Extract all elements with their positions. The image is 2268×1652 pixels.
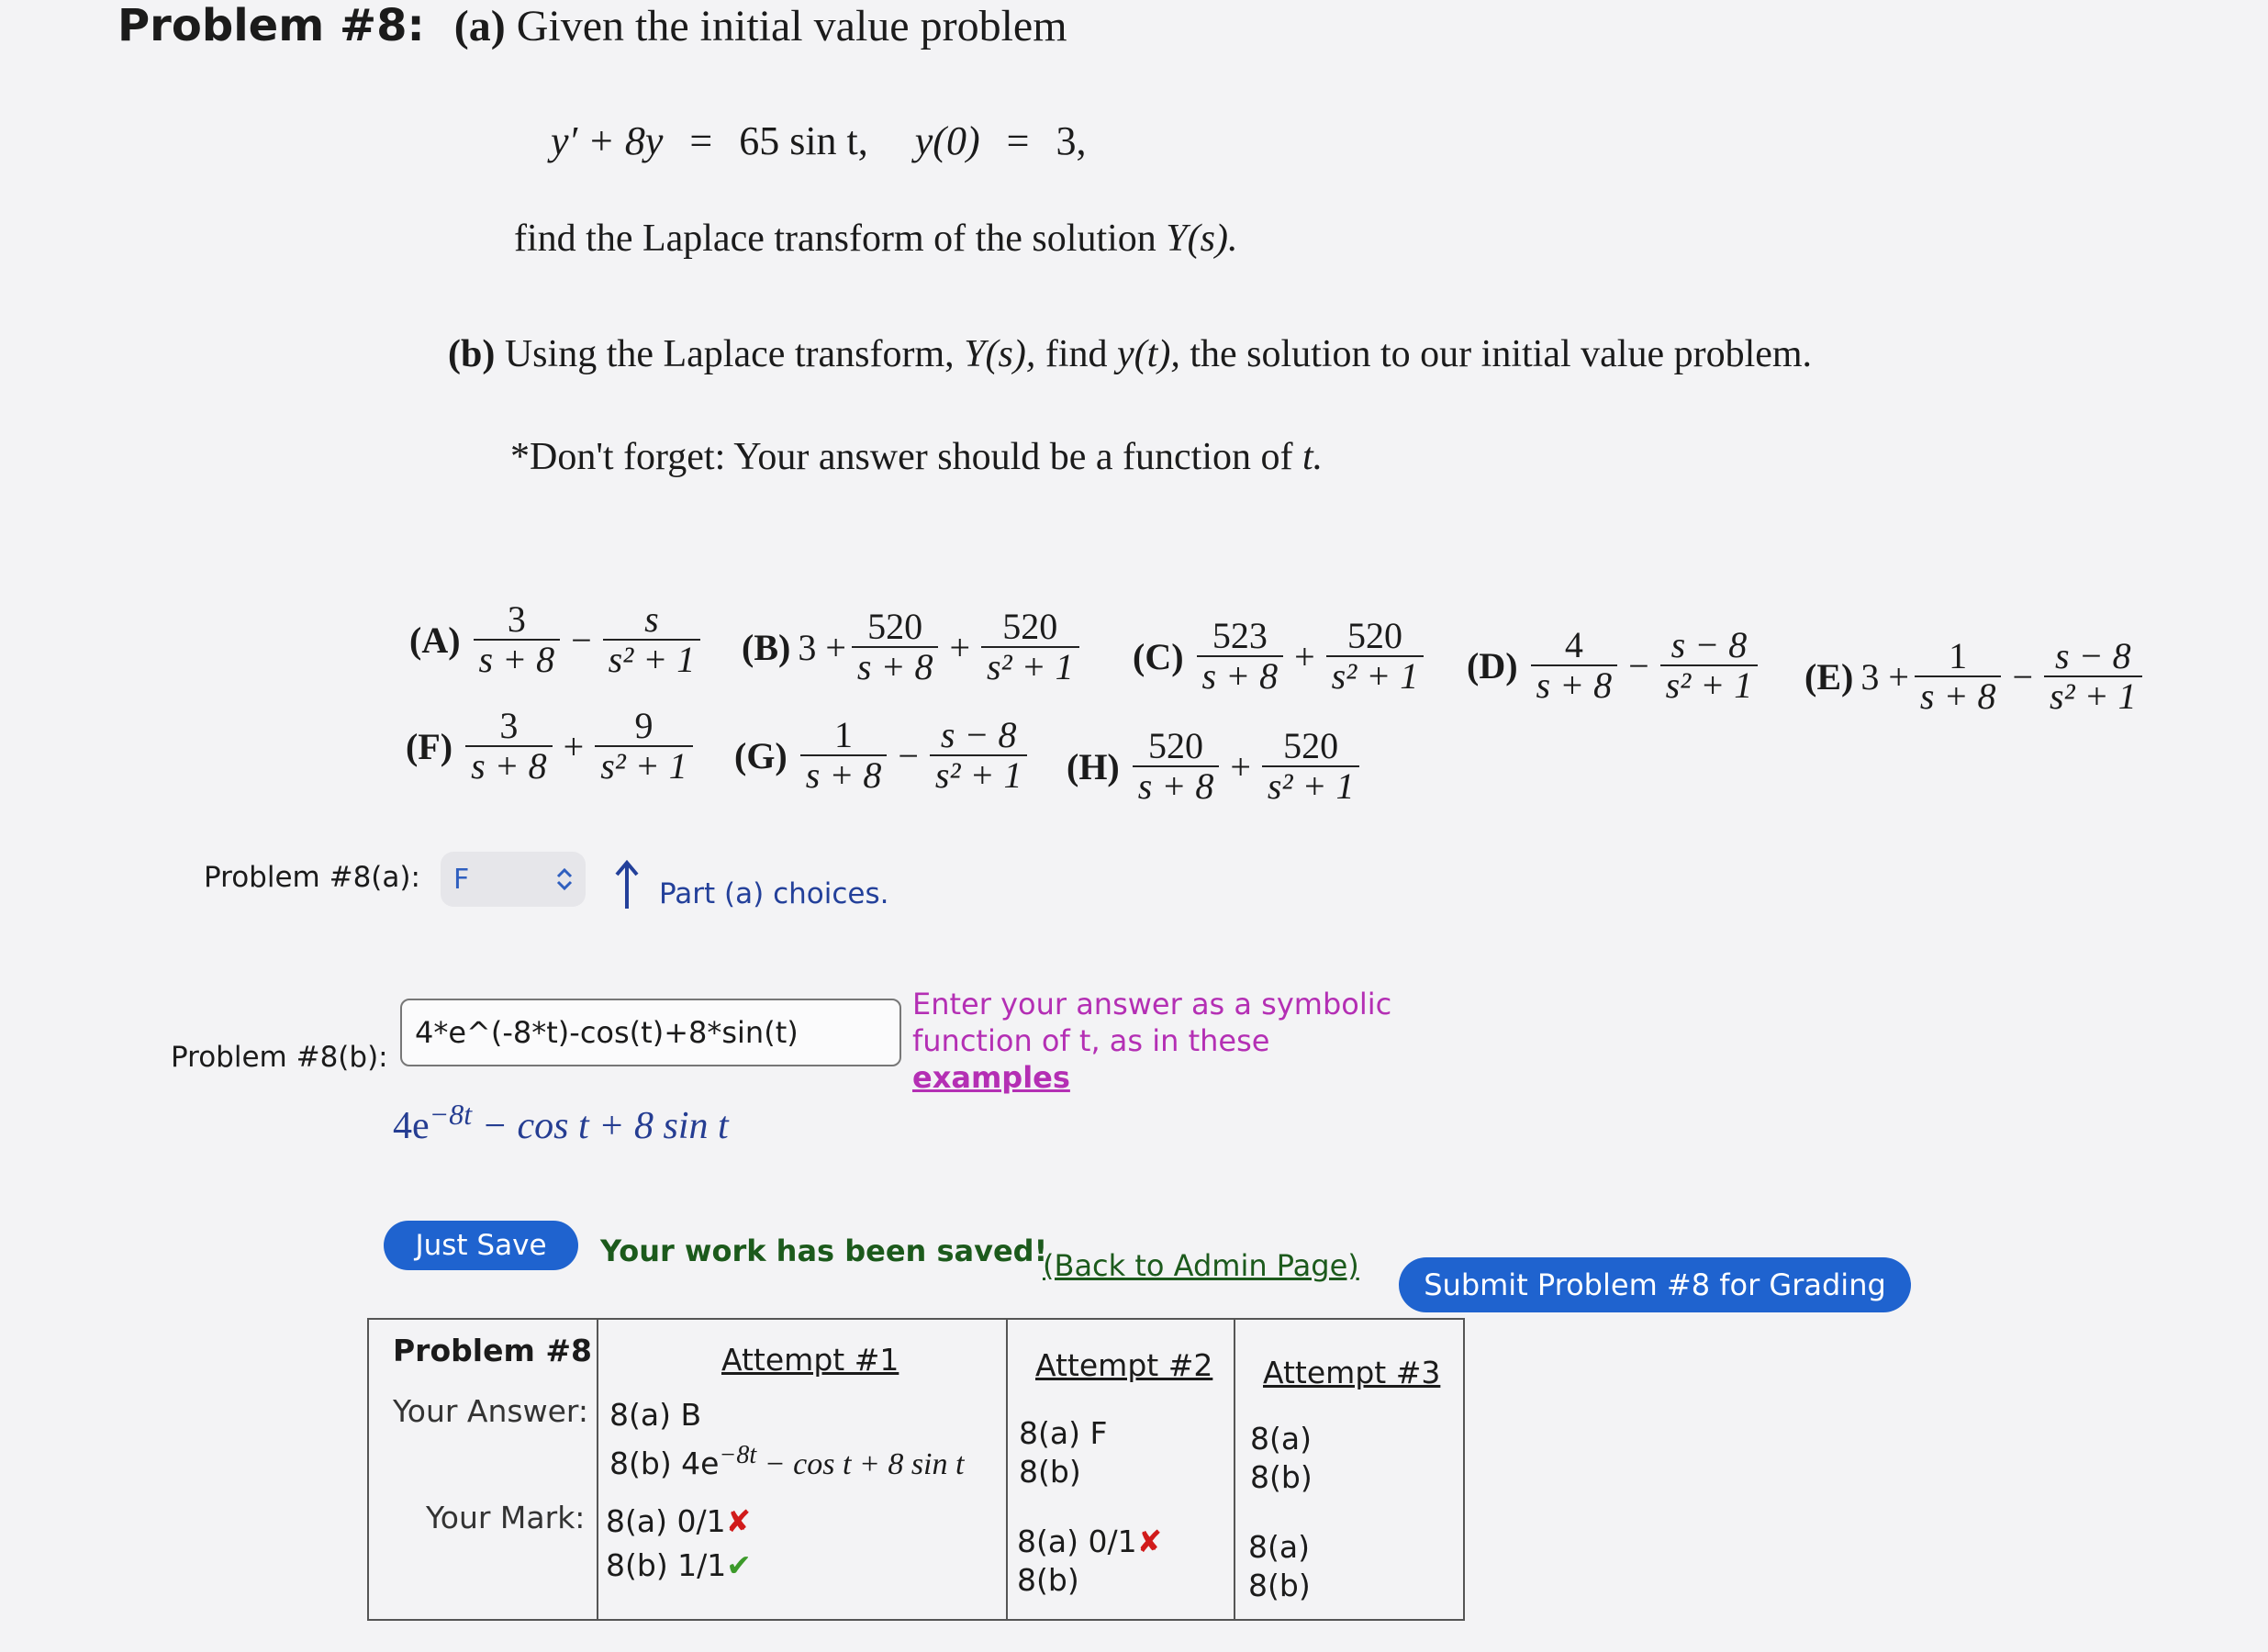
saved-message: Your work has been saved! xyxy=(600,1233,1048,1268)
attempt-3-mark-a: 8(a) xyxy=(1248,1529,1310,1565)
attempt-3-answer-b: 8(b) xyxy=(1250,1459,1313,1495)
part-b-text-2: find xyxy=(1045,333,1108,375)
choice-f-label: (F) xyxy=(406,725,453,767)
choice-d-num1: 4 xyxy=(1564,624,1583,665)
choice-g-label: (G) xyxy=(734,734,788,776)
choice-e-num1: 1 xyxy=(1949,635,1968,676)
cross-icon: ✘ xyxy=(725,1503,752,1539)
choice-c-den1: s + 8 xyxy=(1197,655,1284,696)
choice-h-num1: 520 xyxy=(1148,725,1204,766)
choice-d-den2: s² + 1 xyxy=(1660,664,1759,705)
a1-b-rest: − cos t + 8 sin t xyxy=(756,1447,965,1481)
problem-title: Problem #8: xyxy=(117,0,425,51)
choice-a-num2: s xyxy=(644,598,659,640)
admin-page-link[interactable]: (Back to Admin Page) xyxy=(1043,1248,1359,1283)
a1-b-pre: 8(b) 4e xyxy=(609,1446,720,1481)
ivp-rhs: 65 sin t, xyxy=(739,118,868,163)
problem-header xyxy=(117,0,1067,51)
find-text: find the Laplace transform of the solution xyxy=(514,218,1156,260)
part-b-answer-label: Problem #8(b): xyxy=(171,1041,388,1074)
choice-c xyxy=(1133,617,1429,696)
preview-base: 4e xyxy=(393,1105,430,1147)
choice-c-op: + xyxy=(1294,635,1315,677)
part-b-text-3: the solution to our initial value problem. xyxy=(1190,333,1813,375)
part-b-text-1: Using the Laplace transform, xyxy=(504,333,955,375)
choice-d-label: (D) xyxy=(1467,644,1518,686)
choice-h xyxy=(1067,727,1365,806)
attempt-2-answer-b: 8(b) xyxy=(1019,1454,1081,1490)
choice-b xyxy=(742,608,1085,686)
part-a-prompt: Given the initial value problem xyxy=(516,2,1067,50)
find-var: Y(s). xyxy=(1166,218,1238,260)
part-b-prompt xyxy=(448,332,1812,376)
part-a-label: Problem #8(a): xyxy=(204,861,420,894)
ivp-eq: = xyxy=(689,118,713,163)
choice-b-num1: 520 xyxy=(867,606,923,647)
table-head-attempt-3[interactable]: Attempt #3 xyxy=(1263,1355,1441,1390)
choice-b-den1: s + 8 xyxy=(852,646,939,686)
part-a-label: (a) xyxy=(453,2,506,50)
choice-c-den2: s² + 1 xyxy=(1326,655,1424,696)
part-a-select[interactable] xyxy=(441,852,586,907)
choice-g-num2: s − 8 xyxy=(940,714,1017,755)
choice-f-den1: s + 8 xyxy=(465,745,553,786)
table-head-attempt-2[interactable]: Attempt #2 xyxy=(1035,1347,1213,1383)
choice-e-den1: s + 8 xyxy=(1915,675,2002,716)
attempt-3-mark-b: 8(b) xyxy=(1248,1568,1311,1603)
choice-e-pre: 3 + xyxy=(1860,655,1909,698)
choice-b-num2: 520 xyxy=(1002,606,1058,647)
just-save-button[interactable]: Just Save xyxy=(384,1221,578,1270)
submit-grading-button[interactable]: Submit Problem #8 for Grading xyxy=(1399,1257,1911,1312)
choice-h-den1: s + 8 xyxy=(1133,765,1220,806)
choice-a-label: (A) xyxy=(409,619,461,661)
a1-mark-b-text: 8(b) 1/1 xyxy=(606,1547,727,1583)
choice-e-num2: s − 8 xyxy=(2055,635,2131,676)
reminder-text: *Don't forget: Your answer should be a function of xyxy=(510,436,1293,478)
choice-h-label: (H) xyxy=(1067,745,1120,787)
ivp-equation xyxy=(551,117,1086,164)
part-b-var1: Y(s), xyxy=(964,333,1036,375)
part-b-var2: y(t), xyxy=(1117,333,1180,375)
attempt-1-mark-a xyxy=(606,1503,751,1539)
choice-g xyxy=(734,716,1033,795)
choice-h-num2: 520 xyxy=(1283,725,1339,766)
choice-h-den2: s² + 1 xyxy=(1262,765,1360,806)
attempts-table xyxy=(367,1318,1465,1621)
choice-g-num1: 1 xyxy=(834,714,854,755)
choice-h-op: + xyxy=(1230,745,1251,787)
attempt-2-mark-a xyxy=(1017,1524,1162,1559)
choice-d-num2: s − 8 xyxy=(1670,624,1748,665)
choice-f-op: + xyxy=(563,725,585,767)
col-divider-1 xyxy=(597,1320,598,1619)
check-icon: ✔ xyxy=(726,1547,752,1583)
choice-b-pre: 3 + xyxy=(798,626,846,668)
cross-icon: ✘ xyxy=(1136,1524,1163,1559)
ivp-ic-rhs: 3, xyxy=(1056,118,1087,163)
choice-a-op: − xyxy=(571,619,592,661)
attempt-1-answer-a: 8(a) B xyxy=(609,1397,702,1433)
reminder xyxy=(510,435,1323,479)
ivp-ic-eq: = xyxy=(1006,118,1030,163)
examples-link[interactable]: examples xyxy=(912,1060,1070,1095)
choice-c-num1: 523 xyxy=(1212,615,1268,656)
choice-a-num1: 3 xyxy=(507,598,526,640)
a1-mark-a-text: 8(a) 0/1 xyxy=(606,1503,726,1539)
choice-e xyxy=(1804,637,2148,716)
a2-mark-a-text: 8(a) 0/1 xyxy=(1017,1524,1137,1559)
preview-exp: −8t xyxy=(429,1098,473,1131)
choice-a-den1: s + 8 xyxy=(474,639,561,679)
up-arrow-icon xyxy=(613,859,641,910)
reminder-var: t. xyxy=(1302,436,1324,478)
attempt-1-mark-b xyxy=(606,1547,752,1583)
choice-a-den2: s² + 1 xyxy=(603,639,701,679)
choice-g-den1: s + 8 xyxy=(800,754,888,795)
choice-f-num1: 3 xyxy=(499,705,519,746)
part-a-hint: Part (a) choices. xyxy=(659,877,889,910)
table-head-attempt-1[interactable]: Attempt #1 xyxy=(721,1342,899,1378)
choice-f-num2: 9 xyxy=(634,705,654,746)
choice-c-num2: 520 xyxy=(1346,615,1402,656)
table-head-problem: Problem #8 xyxy=(393,1333,592,1368)
choice-c-label: (C) xyxy=(1133,635,1184,677)
your-answer-label: Your Answer: xyxy=(393,1393,589,1429)
a1-b-exp: −8t xyxy=(719,1441,757,1469)
col-divider-3 xyxy=(1234,1320,1235,1619)
choice-e-op: − xyxy=(2012,655,2034,698)
ivp-lhs: y′ + 8y xyxy=(551,118,664,163)
choice-e-den2: s² + 1 xyxy=(2044,675,2142,716)
part-b-label: (b) xyxy=(448,333,496,375)
ivp-ic-lhs: y(0) xyxy=(914,118,980,163)
choice-f xyxy=(406,707,698,786)
col-divider-2 xyxy=(1006,1320,1008,1619)
choice-g-den2: s² + 1 xyxy=(930,754,1028,795)
choice-b-op: + xyxy=(949,626,971,668)
choice-g-op: − xyxy=(898,734,919,776)
help-line-1: Enter your answer as a symbolic xyxy=(912,987,1392,1021)
your-mark-label: Your Mark: xyxy=(426,1500,586,1535)
attempt-2-mark-b: 8(b) xyxy=(1017,1562,1079,1598)
choice-a xyxy=(409,600,706,679)
help-line-2: function of t, as in these xyxy=(912,1023,1270,1058)
attempt-1-answer-b xyxy=(609,1441,964,1482)
choice-f-den2: s² + 1 xyxy=(595,745,693,786)
answer-preview xyxy=(393,1098,729,1148)
attempt-3-answer-a: 8(a) xyxy=(1250,1421,1312,1457)
preview-rest: − cos t + 8 sin t xyxy=(472,1105,729,1147)
choice-b-label: (B) xyxy=(742,626,791,668)
choice-d xyxy=(1467,626,1763,705)
choice-d-den1: s + 8 xyxy=(1531,664,1618,705)
choice-b-den2: s² + 1 xyxy=(981,646,1079,686)
part-b-answer-input[interactable] xyxy=(400,999,901,1066)
choice-e-label: (E) xyxy=(1804,655,1854,698)
part-a-selected-value: F xyxy=(453,863,470,896)
attempt-2-answer-a: 8(a) F xyxy=(1019,1415,1108,1451)
part-b-help xyxy=(912,986,1391,1096)
find-transform-text xyxy=(514,217,1237,261)
up-down-chevron-icon xyxy=(554,866,575,892)
choice-d-op: − xyxy=(1628,644,1649,686)
